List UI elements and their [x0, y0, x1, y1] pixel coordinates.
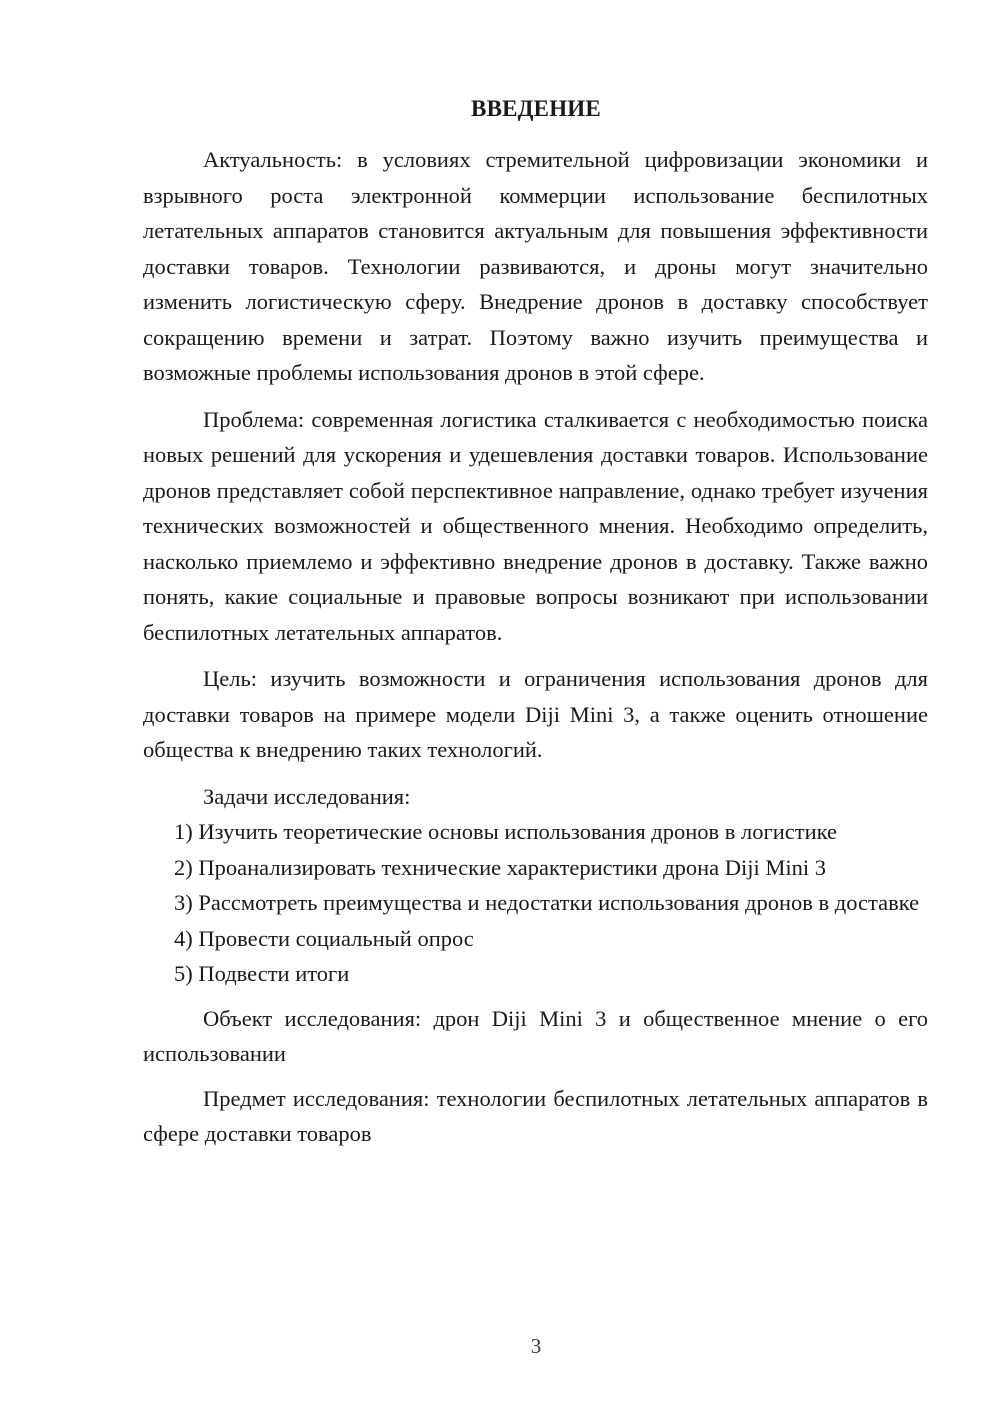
paragraph-relevance: Актуальность: в условиях стремительной цифровизации экономики и взрывного роста электронной коммерции использование беспилотных летательных аппаратов становится актуальным для повышения эффективности доставки товаров. Технологии развиваются, и дроны могут значительно изменить логистическую сферу. Внедрение дронов в доставку способствует сокращению времени и затрат. Поэтому важно изучить преимущества и возможные проблемы использования дронов в этой сфере. [143, 147, 928, 385]
paragraph-goal: Цель: изучить возможности и ограничения использования дронов для доставки товаров на примере модели Diji Mini 3, а также оценить отношение общества к внедрению таких технологий. [143, 666, 928, 762]
paragraph-subject: Предмет исследования: технологии беспилотных летательных аппаратов в сфере доставки товаров [143, 1085, 928, 1146]
page-title: ВВЕДЕНИЕ [471, 96, 601, 121]
tasks-heading: Задачи исследования: [203, 783, 411, 809]
page-number: 3 [530, 1334, 542, 1358]
task-item-5: 5) Подвести итоги [174, 961, 350, 986]
task-item-3: 3) Рассмотреть преимущества и недостатки использования дронов в доставке [174, 890, 920, 915]
paragraph-problem: Проблема: современная логистика сталкивается с необходимостью поиска новых решений для ускорения и удешевления доставки товаров. Использование дронов представляет собой перспективное направление, однако требует изучения технических возможностей и общественного мнения. Необходимо определить, насколько приемлемо и эффективно внедрение дронов в доставку. Также важно понять, какие социальные и правовые вопросы возникают при использовании беспилотных летательных аппаратов. [143, 406, 928, 645]
task-item-2: 2) Проанализировать технические характеристики дрона Diji Mini 3 [174, 854, 827, 880]
task-item-1: 1) Изучить теоретические основы использования дронов в логистике [174, 819, 838, 844]
task-item-4: 4) Провести социальный опрос [174, 925, 474, 951]
document-body [143, 142, 928, 1152]
paragraph-object: Объект исследования: дрон Diji Mini 3 и общественное мнение о его использовании [143, 1005, 928, 1066]
